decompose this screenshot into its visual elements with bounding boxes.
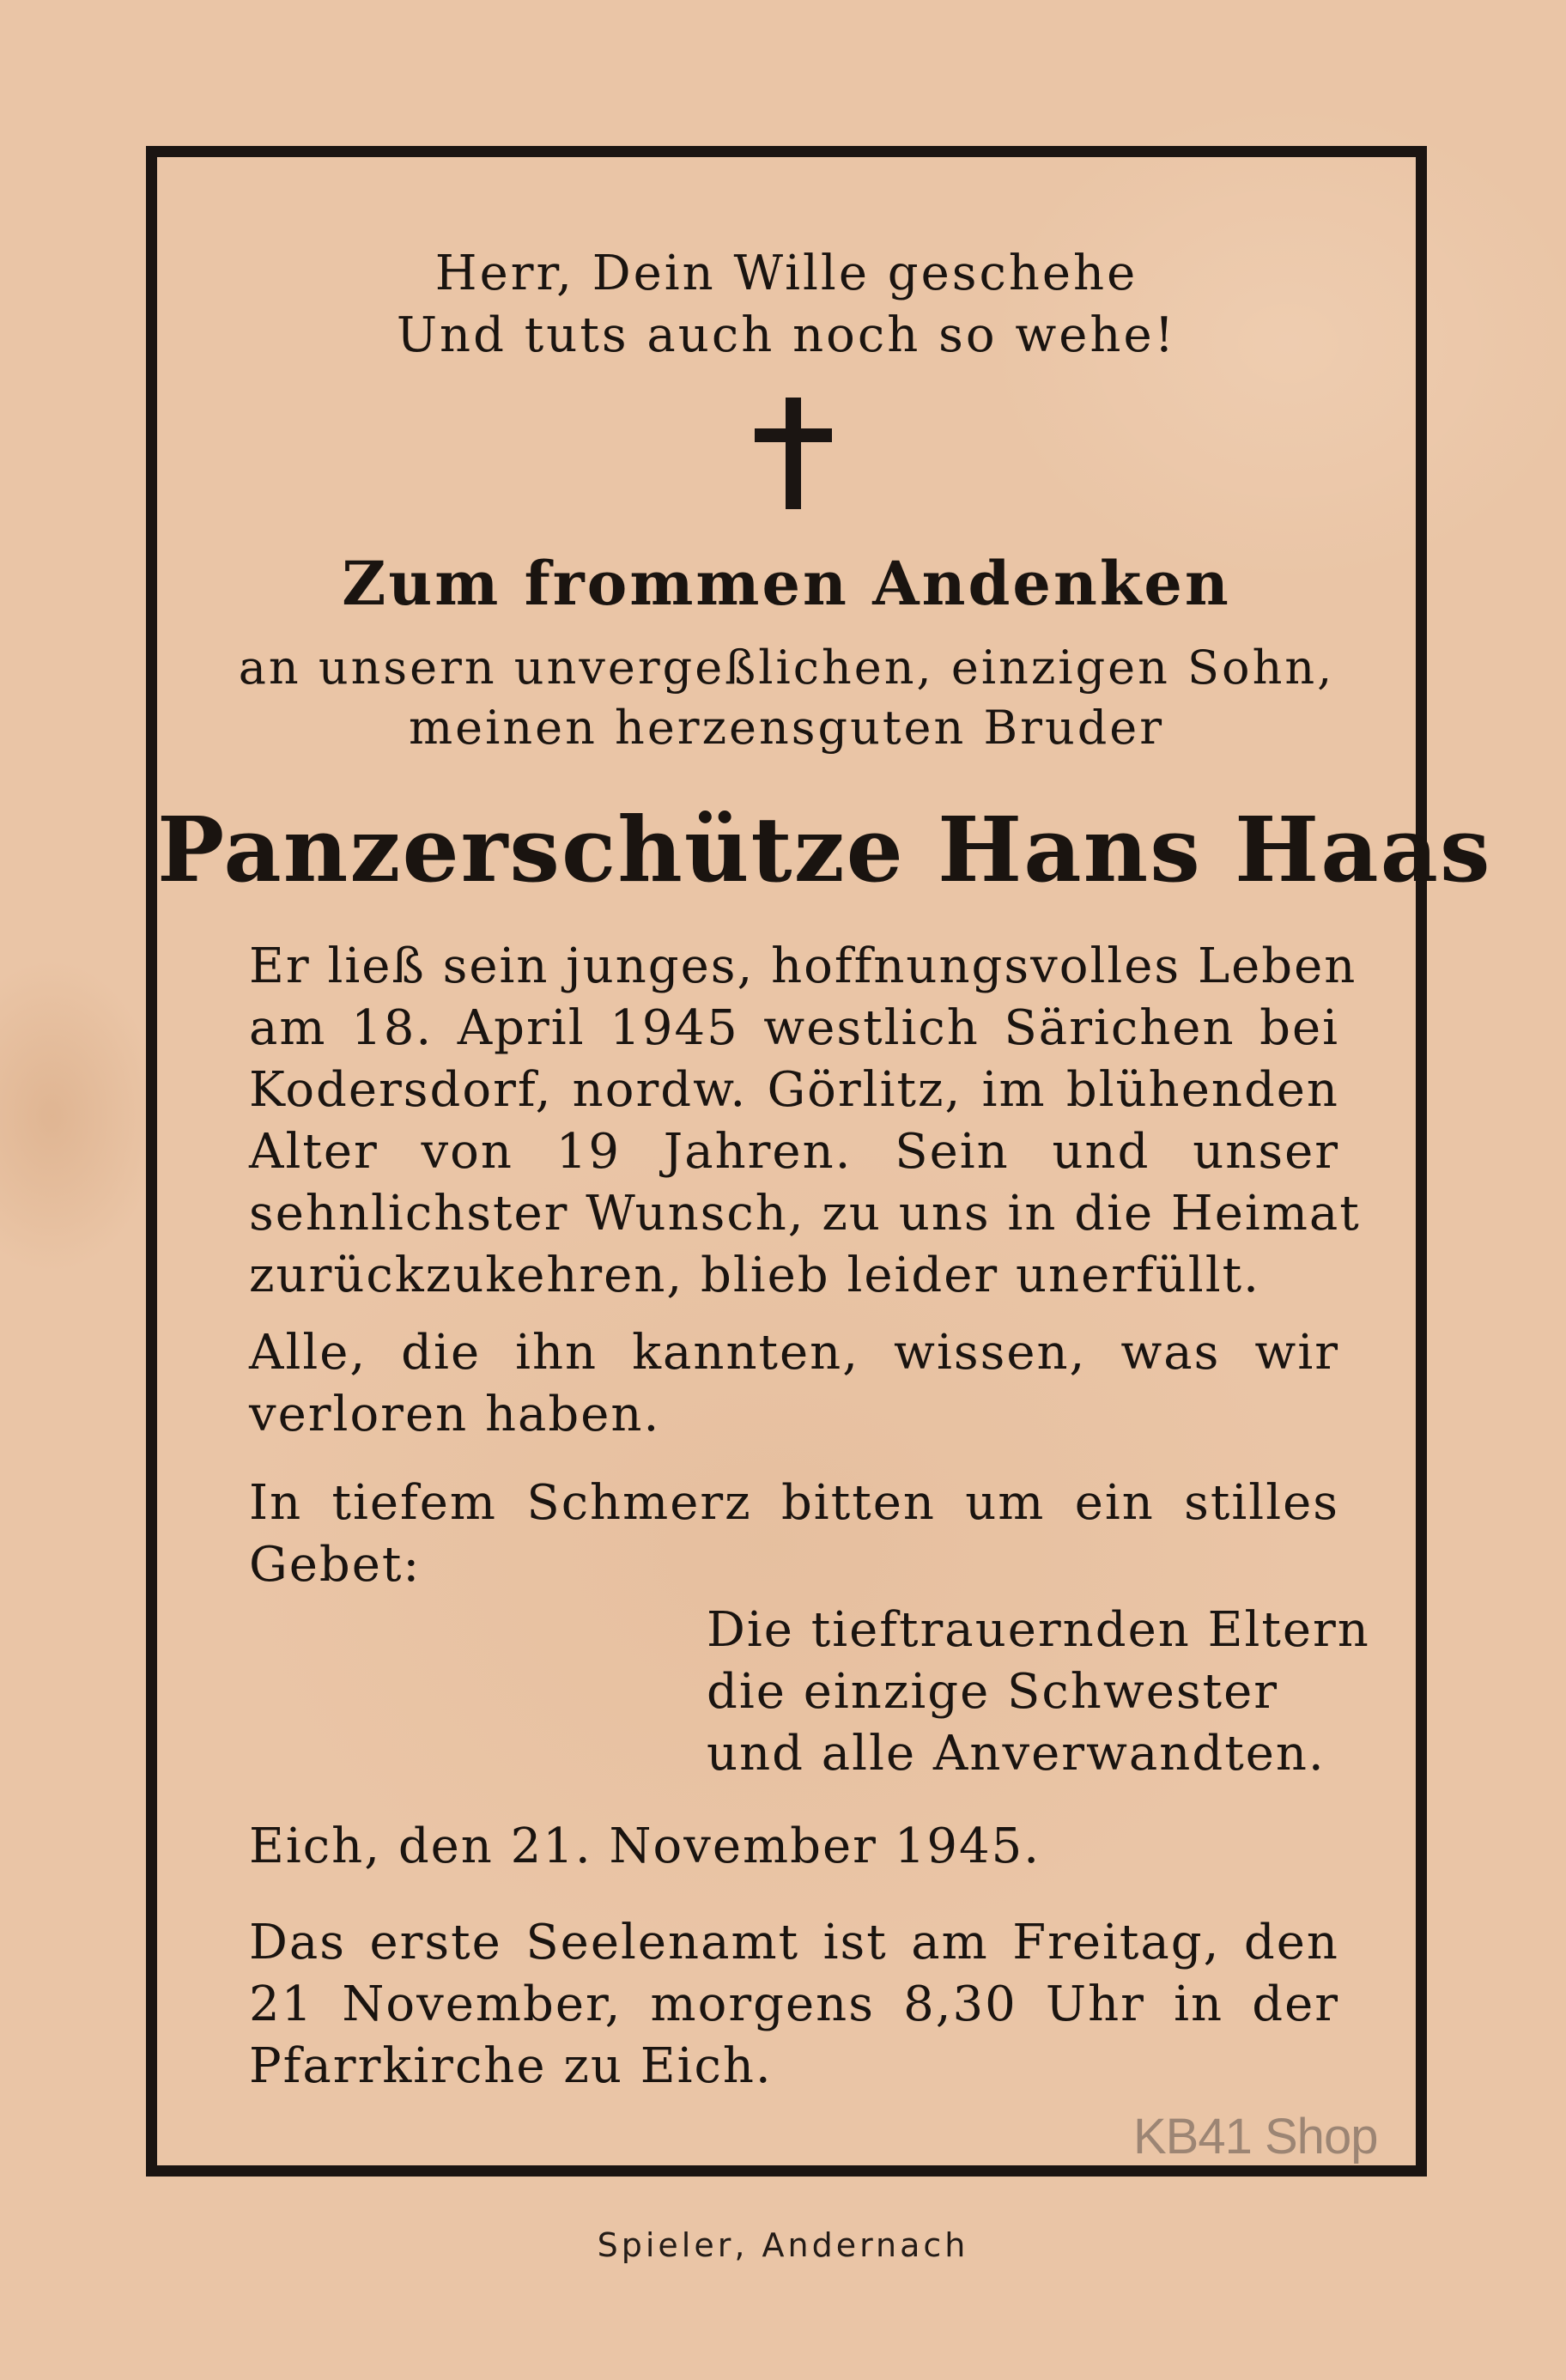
- signatory-line-2: die einzige Schwester: [707, 1664, 1279, 1720]
- motto-line-2: Und tuts auch noch so wehe!: [396, 307, 1177, 363]
- signatory-line-1: Die tieftrauernden Eltern: [707, 1602, 1370, 1658]
- printer-imprint: Spieler, Andernach: [597, 2226, 969, 2264]
- paragraph-1-line-5: sehnlichster Wunsch, zu uns in die Heimat: [249, 1186, 1361, 1242]
- paragraph-2-line-1: Alle, die ihn kannten, wissen, was wir: [249, 1325, 1339, 1381]
- service-line-2: 21 November, morgens 8,30 Uhr in der: [249, 1976, 1339, 2032]
- paragraph-1-line-2: am 18. April 1945 westlich Särichen bei: [249, 1000, 1339, 1056]
- paragraph-3-line-2: Gebet:: [249, 1537, 422, 1593]
- signatory-line-3: und alle Anverwandten.: [707, 1726, 1326, 1782]
- paragraph-1-line-4: Alter von 19 Jahren. Sein und unser: [249, 1124, 1339, 1180]
- card-content: [157, 157, 1492, 2165]
- dedication-line-1: an unsern unvergeßlichen, einzigen Sohn,: [238, 641, 1335, 695]
- dedication-line-2: meinen herzensguten Bruder: [408, 701, 1165, 755]
- paragraph-1-line-3: Kodersdorf, nordw. Görlitz, im blühenden: [249, 1062, 1339, 1118]
- service-line-1: Das erste Seelenamt ist am Freitag, den: [249, 1915, 1339, 1970]
- heading-andenken: Zum frommen Andenken: [342, 548, 1231, 619]
- paragraph-2-line-2: verloren haben.: [249, 1387, 661, 1442]
- deceased-name: Panzerschütze Hans Haas: [157, 797, 1492, 902]
- black-mourning-border: [146, 146, 1492, 2177]
- motto-line-1: Herr, Dein Wille geschehe: [434, 246, 1138, 301]
- cross-icon: [755, 398, 841, 509]
- paragraph-1-line-6: zurückzukehren, blieb leider unerfüllt.: [249, 1248, 1260, 1303]
- paragraph-1-line-1: Er ließ sein junges, hoffnungsvolles Leben: [249, 938, 1357, 994]
- paragraph-3-line-1: In tiefem Schmerz bitten um ein stilles: [249, 1475, 1339, 1531]
- service-line-3: Pfarrkirche zu Eich.: [249, 2038, 773, 2094]
- date-line: Eich, den 21. November 1945.: [249, 1818, 1041, 1874]
- shop-watermark: KB41 Shop: [1133, 2109, 1378, 2164]
